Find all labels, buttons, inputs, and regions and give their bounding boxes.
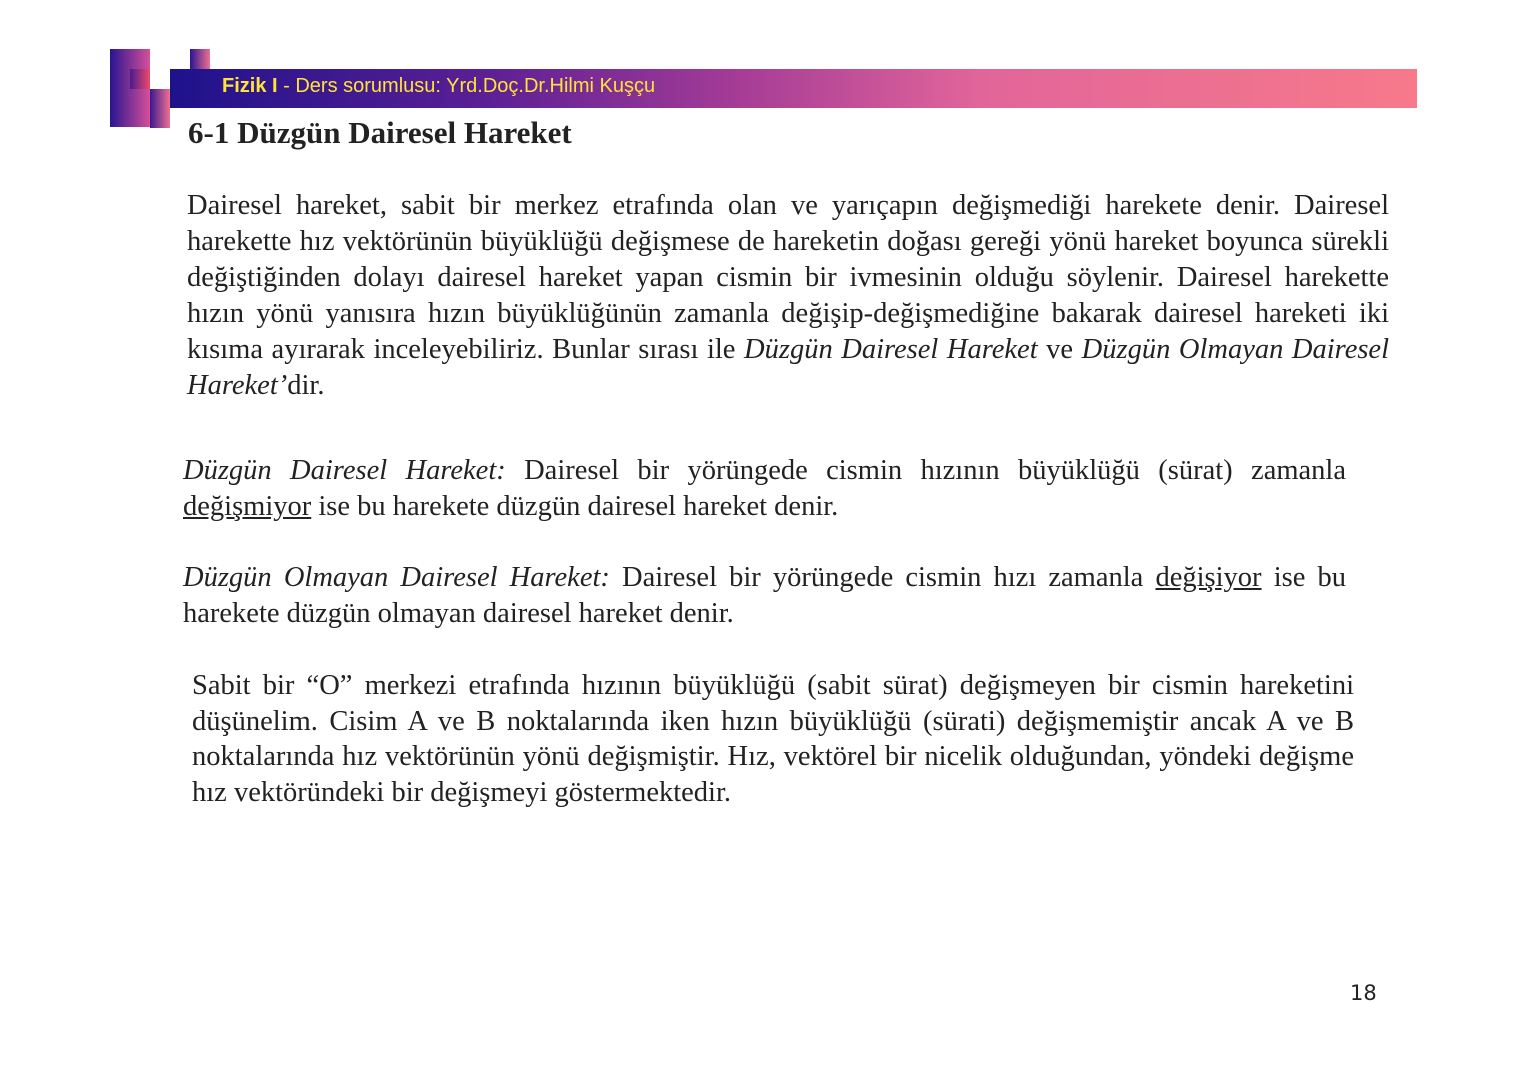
- term-uniform: Düzgün Dairesel Hareket: [744, 334, 1038, 365]
- logo-square: [150, 89, 170, 128]
- definition-text: ise bu harekete düzgün dairesel hareket denir.: [311, 491, 839, 522]
- nonuniform-definition: [183, 560, 1346, 632]
- conjunction: ve: [1037, 334, 1082, 365]
- intro-text: Dairesel hareket, sabit bir merkez etrafında olan ve yarıçapın değişmediği harekete denir. Dairesel harekette hız vektörünün büyüklüğü değişmese de hareketin doğası gereği yönü hareket boyunca sürekli değiştiğinden dolayı dairesel hareket yapan cismin bir ivmesinin olduğu söylenir. Dairesel harekette hızın yönü yanısıra hızın büyüklüğünün zamanla değişip-değişmediğine bakarak dairesel hareketi iki kısıma ayırarak inceleyebiliriz. Bunlar sırası ile: [187, 190, 1389, 365]
- intro-paragraph: [187, 188, 1389, 404]
- intro-end: dir.: [287, 370, 325, 401]
- emphasis: değişmiyor: [183, 491, 312, 522]
- definition-term: Düzgün Olmayan Dairesel Hareket:: [183, 562, 610, 593]
- uniform-definition: [183, 453, 1346, 525]
- header-separator: -: [277, 75, 296, 97]
- definition-text: Dairesel bir yörüngede cismin hızı zamanla: [609, 562, 1156, 593]
- course-name: Fizik I: [222, 75, 278, 97]
- term-nonuniform: Düzgün Olmayan Dairesel Hareket’: [187, 334, 1389, 401]
- emphasis: değişiyor: [1155, 562, 1262, 593]
- definition-term: Düzgün Dairesel Hareket:: [183, 455, 506, 486]
- slide-title: 6-1 Düzgün Dairesel Hareket: [188, 115, 572, 150]
- instructor: Ders sorumlusu: Yrd.Doç.Dr.Hilmi Kuşçu: [295, 75, 656, 97]
- definition-text: ise bu harekete düzgün olmayan dairesel hareket denir.: [183, 562, 1346, 629]
- header-text: [222, 75, 655, 98]
- example-paragraph: Sabit bir “O” merkezi etrafında hızının büyüklüğü (sabit sürat) değişmeyen bir cismin hareketini düşünelim. Cisim A ve B noktalarında iken hızın büyüklüğü (sürati) değişmemiştir ancak A ve B noktalarında hız vektörünün yönü değişmiştir. Hız, vektörel bir nicelik olduğundan, yöndeki değişme hız vektöründeki bir değişmeyi göstermektedir.: [192, 670, 1354, 808]
- definition-text: Dairesel bir yörüngede cismin hızının büyüklüğü (sürat) zamanla: [505, 455, 1346, 486]
- logo-square: [130, 69, 150, 89]
- page-number: 18: [1350, 981, 1377, 1005]
